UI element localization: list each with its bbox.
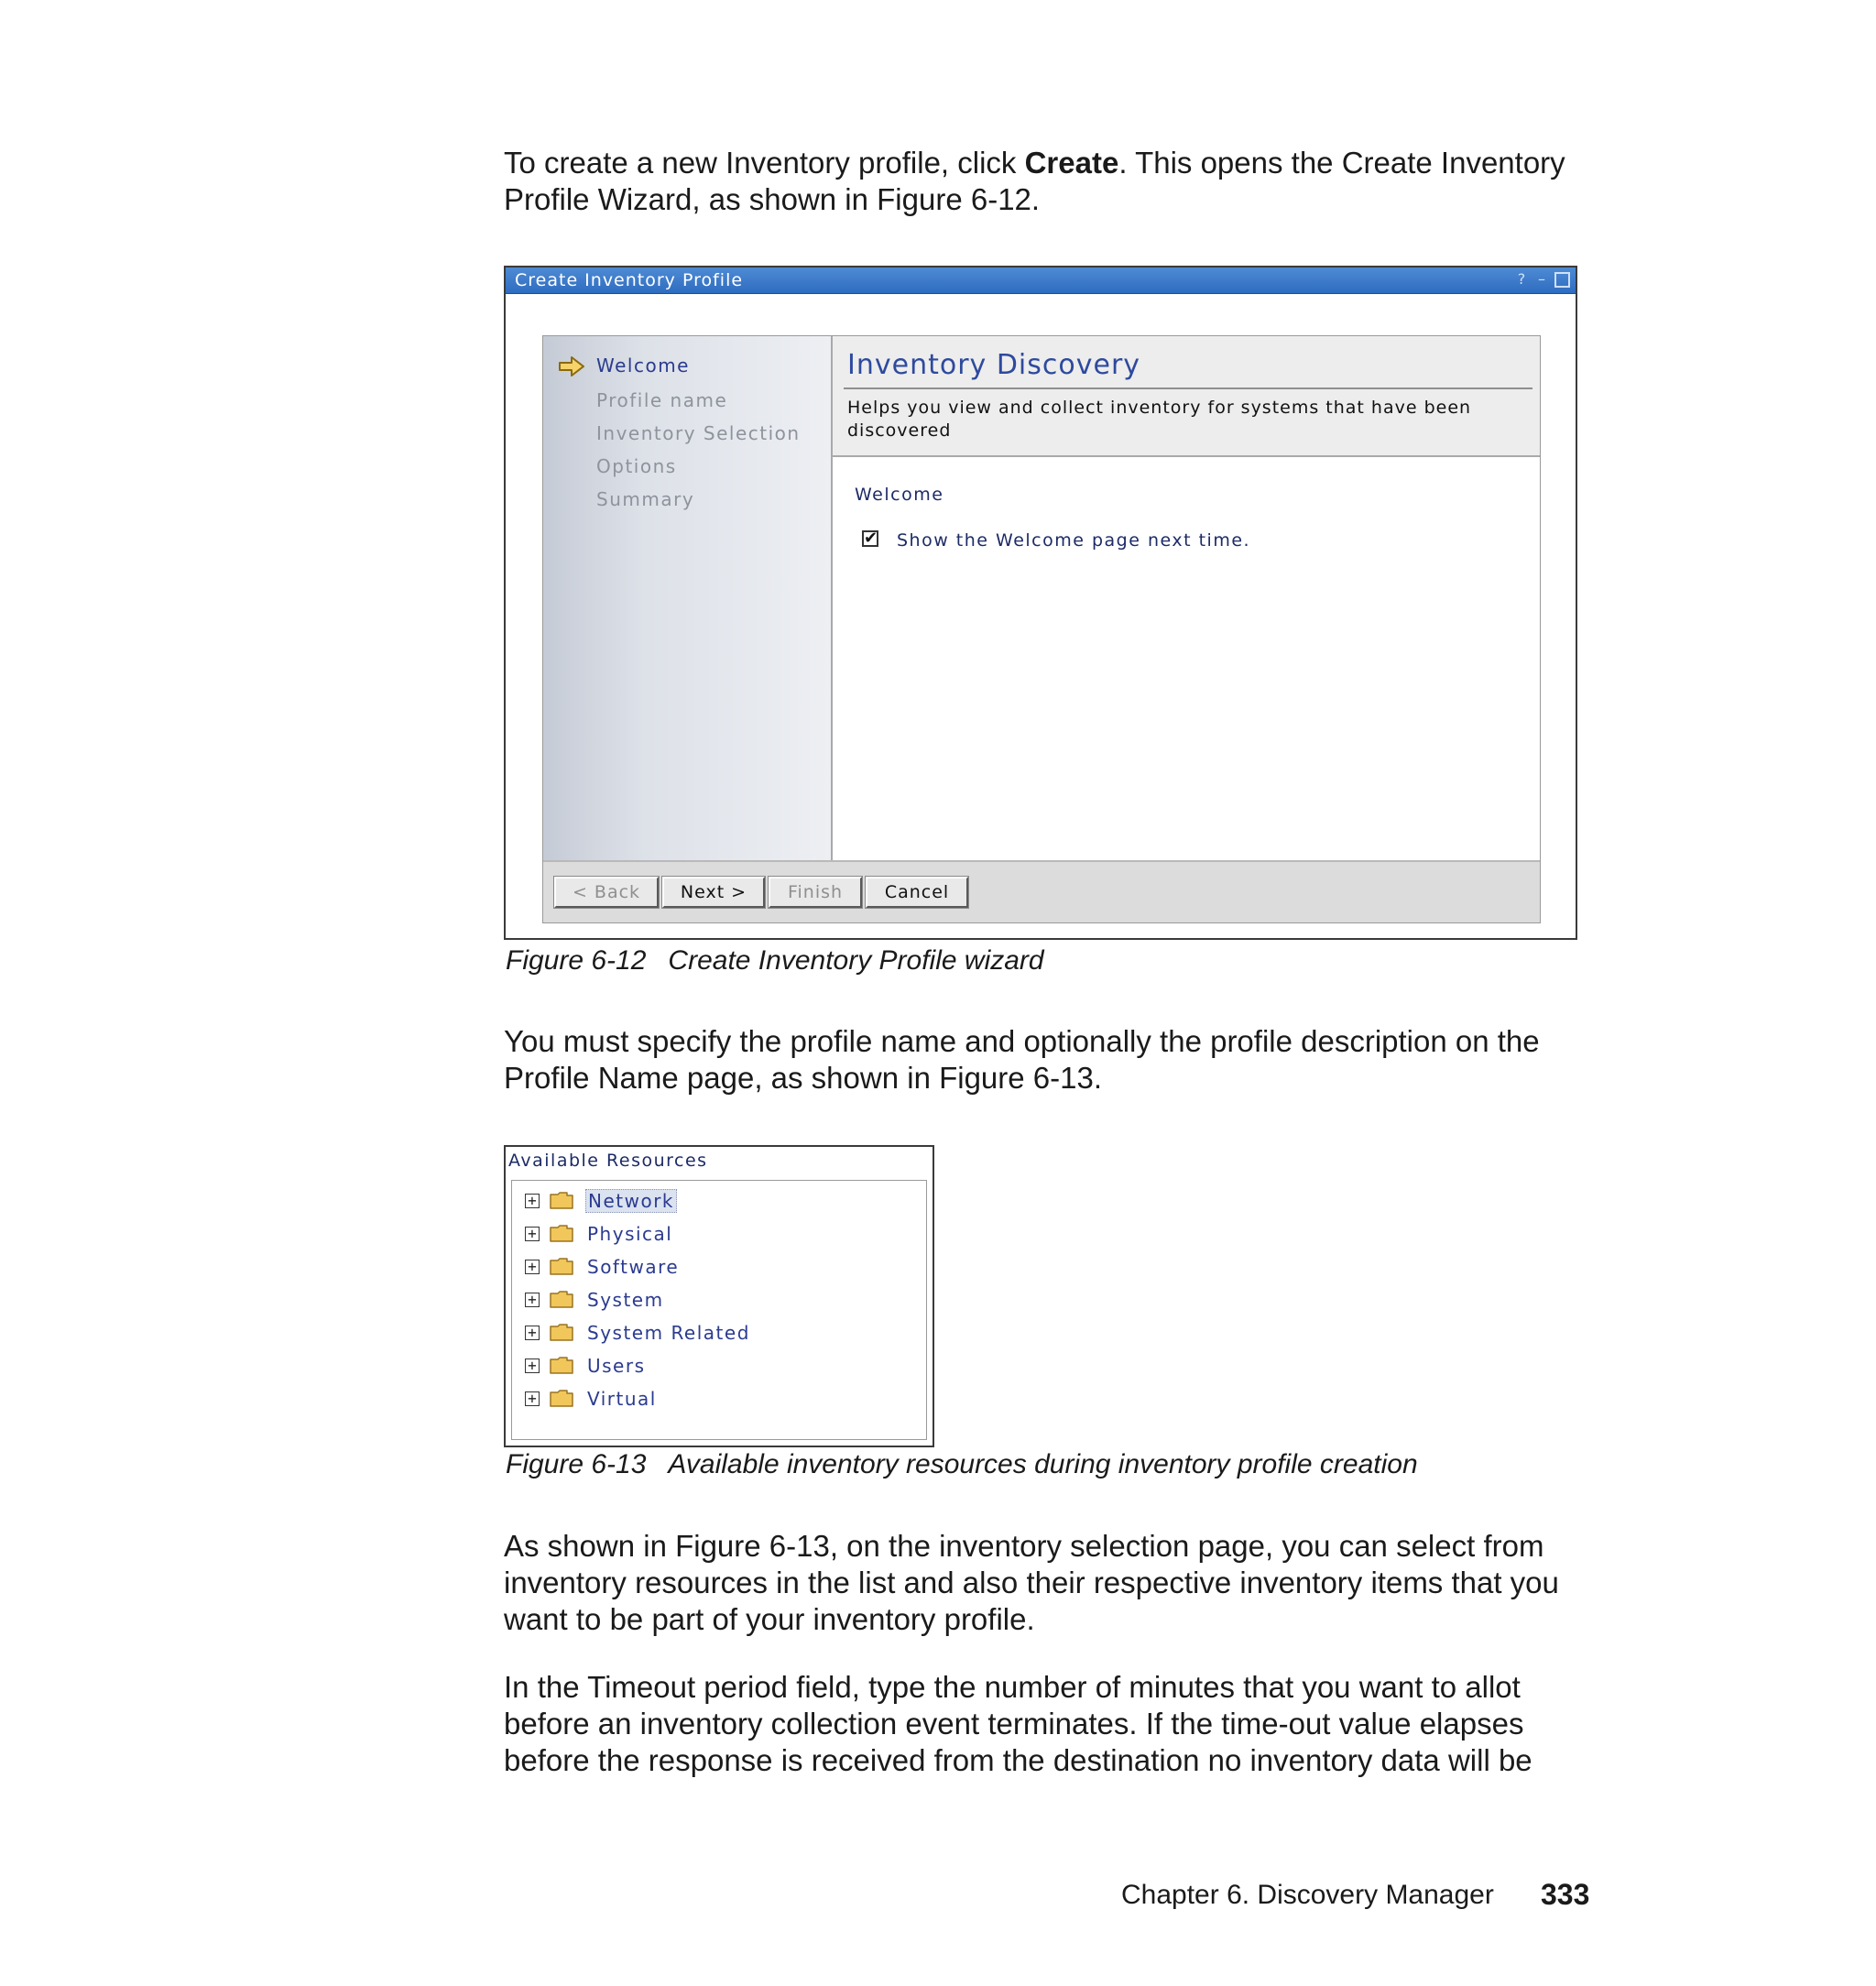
intro-paragraph: [504, 145, 1585, 218]
expand-plus-icon[interactable]: +: [525, 1227, 540, 1241]
next-button[interactable]: Next >: [662, 877, 765, 908]
back-button[interactable]: < Back: [554, 877, 659, 908]
step-inventory-selection[interactable]: Inventory Selection: [596, 422, 801, 444]
create-inventory-profile-window: [504, 266, 1577, 940]
window-titlebar: [506, 267, 1576, 294]
chapter-footer: Chapter 6. Discovery Manager: [1121, 1880, 1494, 1910]
wizard-header: [833, 336, 1540, 457]
wizard-content: [833, 457, 1540, 860]
expand-plus-icon[interactable]: +: [525, 1391, 540, 1406]
expand-plus-icon[interactable]: +: [525, 1260, 540, 1274]
window-title: Create Inventory Profile: [515, 270, 744, 290]
step-options[interactable]: Options: [596, 455, 677, 477]
help-icon[interactable]: ?: [1517, 270, 1526, 288]
tree-item-label[interactable]: System: [587, 1289, 664, 1311]
wizard-steps-nav: [543, 336, 833, 860]
folder-icon: [549, 1190, 574, 1210]
current-step-arrow-icon: [558, 355, 585, 378]
tree-item-label[interactable]: Virtual: [587, 1388, 657, 1410]
resource-tree: [511, 1180, 927, 1440]
cancel-button[interactable]: Cancel: [866, 877, 968, 908]
page-number: 333: [1541, 1878, 1590, 1911]
available-resources-panel: [504, 1145, 934, 1447]
available-resources-header: Available Resources: [508, 1151, 708, 1171]
figure-13-caption: [506, 1449, 1418, 1480]
step-welcome[interactable]: Welcome: [596, 355, 690, 376]
tree-item-label[interactable]: Software: [587, 1256, 680, 1278]
wizard-description: Helps you view and collect inventory for systems that have been discovered: [847, 398, 1472, 441]
wizard-heading: Inventory Discovery: [847, 349, 1141, 381]
tree-item-label[interactable]: Users: [587, 1355, 646, 1377]
wizard-panel: [542, 335, 1541, 923]
paragraph-profile-name: You must specify the profile name and optionally the profile description on the Profile Name page, as shown in Figure 6-13.: [504, 1024, 1540, 1095]
heading-divider: [844, 387, 1532, 389]
show-welcome-label[interactable]: Show the Welcome page next time.: [897, 530, 1251, 551]
folder-icon: [549, 1289, 574, 1309]
expand-plus-icon[interactable]: +: [525, 1194, 540, 1208]
expand-plus-icon[interactable]: +: [525, 1359, 540, 1373]
folder-icon: [549, 1256, 574, 1276]
tree-item-label[interactable]: Physical: [587, 1223, 673, 1245]
wizard-button-bar: [543, 860, 1540, 922]
intro-text-end: . This opens the Create Inventory Profile Wizard, as shown in Figure 6-12.: [504, 146, 1565, 216]
step-profile-name[interactable]: Profile name: [596, 389, 728, 411]
create-emphasis: Create: [1024, 146, 1119, 180]
figure-12-label: Figure 6-12: [506, 945, 647, 976]
folder-icon: [549, 1388, 574, 1408]
expand-plus-icon[interactable]: +: [525, 1293, 540, 1307]
intro-text-start: To create a new Inventory profile, click: [504, 146, 1025, 180]
figure-13-caption-text: Available inventory resources during inventory profile creation: [668, 1449, 1418, 1479]
step-summary[interactable]: Summary: [596, 488, 695, 510]
paragraph-timeout: In the Timeout period field, type the number of minutes that you want to allot before an inventory collection event terminates. If the time-out value elapses before the response is received from the destination no inventory data will be: [504, 1670, 1532, 1777]
figure-12-caption: [506, 945, 1044, 977]
maximize-icon[interactable]: [1554, 272, 1570, 288]
show-welcome-checkbox[interactable]: ✔: [864, 529, 878, 548]
expand-plus-icon[interactable]: +: [525, 1326, 540, 1340]
folder-icon: [549, 1223, 574, 1243]
folder-icon: [549, 1322, 574, 1342]
figure-12-caption-text: Create Inventory Profile wizard: [668, 945, 1044, 976]
tree-item-label[interactable]: Network: [585, 1189, 677, 1213]
finish-button[interactable]: Finish: [769, 877, 862, 908]
minimize-icon[interactable]: –: [1538, 270, 1545, 288]
section-title: Welcome: [855, 485, 944, 505]
folder-icon: [549, 1355, 574, 1375]
figure-13-label: Figure 6-13: [506, 1449, 647, 1479]
tree-item-label[interactable]: System Related: [587, 1322, 750, 1344]
paragraph-inventory-selection: As shown in Figure 6-13, on the inventory selection page, you can select from inventory resources in the list and also their respective inventory items that you want to be part of your inventory profile.: [504, 1529, 1559, 1636]
